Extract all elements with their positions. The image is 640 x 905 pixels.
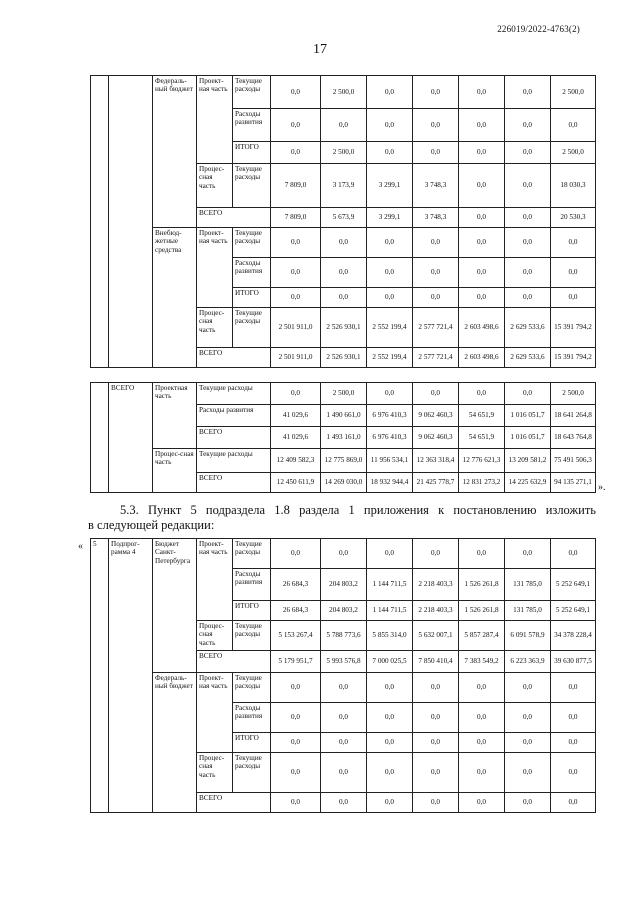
table-cell: 12 363 318,4 — [413, 449, 459, 473]
table-cell — [91, 383, 109, 493]
table-cell: 0,0 — [551, 733, 596, 753]
table-cell: 0,0 — [271, 733, 321, 753]
table-cell: 2 603 498,6 — [459, 308, 505, 348]
table-cell: 0,0 — [505, 288, 551, 308]
table-cell: 0,0 — [459, 288, 505, 308]
table-cell: 0,0 — [271, 109, 321, 142]
vsego-upper-label: ВСЕГО — [109, 383, 153, 493]
subprogram-label: Подпрог-рамма 4 — [109, 539, 153, 813]
table-cell: 0,0 — [367, 539, 413, 569]
table-cell: 5 179 951,7 — [271, 651, 321, 673]
table-cell: 0,0 — [367, 793, 413, 813]
current-expenses-label: Текущие расходы — [233, 753, 271, 793]
table-cell: 0,0 — [459, 733, 505, 753]
table-cell: 0,0 — [505, 383, 551, 405]
table-cell: 0,0 — [459, 258, 505, 288]
table-cell: 0,0 — [271, 258, 321, 288]
table-cell: 2 501 911,0 — [271, 308, 321, 348]
current-expenses-label: Текущие расходы — [233, 228, 271, 258]
table-row — [91, 76, 596, 109]
table-cell: 14 225 632,9 — [505, 473, 551, 493]
table-cell: 0,0 — [459, 76, 505, 109]
table-cell — [91, 76, 109, 368]
table-cell: 0,0 — [413, 733, 459, 753]
table-cell: 26 684,3 — [271, 601, 321, 621]
budget-table-continued — [90, 75, 596, 368]
table-cell: 54 651,9 — [459, 427, 505, 449]
table-cell: 1 526 261,8 — [459, 569, 505, 601]
vsego-label: ВСЕГО — [197, 473, 271, 493]
table-cell: 5 857 287,4 — [459, 621, 505, 651]
document-number: 226019/2022-4763(2) — [497, 24, 580, 34]
table-cell: 18 641 264,8 — [551, 405, 596, 427]
table-cell: 0,0 — [413, 109, 459, 142]
table-cell: 5 855 314,0 — [367, 621, 413, 651]
table-cell: 39 630 877,5 — [551, 651, 596, 673]
table-cell: 6 976 410,3 — [367, 405, 413, 427]
table-row — [91, 673, 596, 703]
table-cell: 0,0 — [459, 228, 505, 258]
table-cell: 6 091 578,9 — [505, 621, 551, 651]
table-cell: 0,0 — [271, 142, 321, 164]
closing-quote: ». — [598, 482, 606, 493]
table-cell: 0,0 — [271, 288, 321, 308]
table-cell: 34 378 228,4 — [551, 621, 596, 651]
table-cell: 0,0 — [413, 76, 459, 109]
fed-budget-label: Федераль-ный бюджет — [153, 76, 197, 228]
project-part-full-label: Проектная часть — [153, 383, 197, 449]
table-cell: 0,0 — [459, 164, 505, 208]
subprogram4-table — [90, 538, 596, 813]
table-cell: 2 552 199,4 — [367, 348, 413, 368]
table-cell: 0,0 — [367, 142, 413, 164]
table-cell: 5 673,9 — [321, 208, 367, 228]
budget-table-total — [90, 382, 596, 493]
project-part-label: Проект-ная часть — [197, 673, 233, 753]
table-cell: 0,0 — [505, 673, 551, 703]
extra-budget-label: Внебюд-жетные средства — [153, 228, 197, 368]
table-cell: 75 491 506,3 — [551, 449, 596, 473]
process-part-full-label: Процес-сная часть — [153, 449, 197, 493]
table-cell: 0,0 — [551, 109, 596, 142]
table-cell: 0,0 — [321, 753, 367, 793]
table-cell: 0,0 — [367, 733, 413, 753]
table-cell: 1 526 261,8 — [459, 601, 505, 621]
table-cell: 21 425 778,7 — [413, 473, 459, 493]
table-cell: 0,0 — [367, 228, 413, 258]
table-cell: 15 391 794,2 — [551, 348, 596, 368]
table-cell: 1 144 711,5 — [367, 601, 413, 621]
dev-expenses-label: Расходы развития — [197, 405, 271, 427]
table-cell: 0,0 — [551, 793, 596, 813]
table-cell: 0,0 — [413, 142, 459, 164]
table-cell: 0,0 — [271, 793, 321, 813]
table-cell: 41 029,6 — [271, 427, 321, 449]
table-cell: 0,0 — [505, 793, 551, 813]
table-cell: 0,0 — [367, 673, 413, 703]
table-cell: 0,0 — [551, 288, 596, 308]
table-cell: 0,0 — [321, 793, 367, 813]
table-row — [91, 228, 596, 258]
table-cell: 0,0 — [413, 288, 459, 308]
table-cell: 0,0 — [459, 753, 505, 793]
dev-expenses-label: Расходы развития — [233, 258, 271, 288]
table-cell: 2 218 403,3 — [413, 601, 459, 621]
table-cell: 54 651,9 — [459, 405, 505, 427]
table-cell: 94 135 271,1 — [551, 473, 596, 493]
table-cell: 18 932 944,4 — [367, 473, 413, 493]
table1-body — [91, 76, 596, 368]
table-cell: 3 748,3 — [413, 164, 459, 208]
table-cell: 0,0 — [505, 208, 551, 228]
table-cell: 12 831 273,2 — [459, 473, 505, 493]
table-cell: 0,0 — [505, 228, 551, 258]
table-cell: 0,0 — [505, 539, 551, 569]
table-cell: 0,0 — [321, 539, 367, 569]
table-cell: 0,0 — [321, 258, 367, 288]
table-cell: 0,0 — [505, 258, 551, 288]
table-cell: 0,0 — [271, 673, 321, 703]
itogo-label: ИТОГО — [233, 142, 271, 164]
vsego-label: ВСЕГО — [197, 348, 271, 368]
table-cell: 7 809,0 — [271, 208, 321, 228]
table-cell: 14 269 030,0 — [321, 473, 367, 493]
vsego-label: ВСЕГО — [197, 208, 271, 228]
table-cell: 0,0 — [551, 703, 596, 733]
table-cell: 3 173,9 — [321, 164, 367, 208]
table-cell: 2 500,0 — [321, 383, 367, 405]
project-part-label: Проект-ная часть — [197, 539, 233, 621]
table-cell: 2 501 911,0 — [271, 348, 321, 368]
table-cell: 0,0 — [459, 793, 505, 813]
table-cell: 2 552 199,4 — [367, 308, 413, 348]
table2-body — [91, 539, 596, 813]
table-cell: 2 603 498,6 — [459, 348, 505, 368]
project-part-label: Проект-ная часть — [197, 76, 233, 164]
current-expenses-label: Текущие расходы — [233, 164, 271, 208]
table-cell: 131 785,0 — [505, 569, 551, 601]
vsego-label: ВСЕГО — [197, 793, 271, 813]
table-cell: 2 500,0 — [321, 76, 367, 109]
process-part-label: Процес-сная часть — [197, 164, 233, 208]
page-number: 17 — [313, 42, 327, 57]
row-number: 5 — [91, 539, 109, 813]
table-cell: 2 526 930,1 — [321, 348, 367, 368]
dev-expenses-label: Расходы развития — [233, 569, 271, 601]
table-cell: 1 016 051,7 — [505, 427, 551, 449]
table-cell: 5 788 773,6 — [321, 621, 367, 651]
current-expenses-label: Текущие расходы — [233, 308, 271, 348]
spb-budget-label: Бюджет Санкт-Петербурга — [153, 539, 197, 673]
table-cell: 7 000 025,5 — [367, 651, 413, 673]
table-cell: 1 016 051,7 — [505, 405, 551, 427]
table-cell: 0,0 — [321, 228, 367, 258]
table-cell: 0,0 — [505, 753, 551, 793]
table-cell: 6 223 363,9 — [505, 651, 551, 673]
table-cell: 0,0 — [271, 539, 321, 569]
dev-expenses-label: Расходы развития — [233, 703, 271, 733]
table-cell: 15 391 794,2 — [551, 308, 596, 348]
table-cell: 0,0 — [413, 258, 459, 288]
process-part-label: Процес-сная часть — [197, 308, 233, 348]
table-cell: 0,0 — [505, 109, 551, 142]
project-part-label: Проект-ная часть — [197, 228, 233, 308]
table-cell: 5 632 007,1 — [413, 621, 459, 651]
dev-expenses-label: Расходы развития — [233, 109, 271, 142]
table-cell: 18 030,3 — [551, 164, 596, 208]
vsego-label: ВСЕГО — [197, 651, 271, 673]
table-cell: 0,0 — [321, 703, 367, 733]
table-cell: 204 803,2 — [321, 569, 367, 601]
table-cell: 0,0 — [367, 753, 413, 793]
itogo-label: ИТОГО — [233, 601, 271, 621]
table-cell: 0,0 — [271, 753, 321, 793]
table-cell: 0,0 — [413, 228, 459, 258]
table-cell: 7 850 410,4 — [413, 651, 459, 673]
table-cell: 5 153 267,4 — [271, 621, 321, 651]
table-cell: 0,0 — [321, 733, 367, 753]
table-cell: 0,0 — [367, 258, 413, 288]
table-cell: 204 803,2 — [321, 601, 367, 621]
table-cell: 2 629 533,6 — [505, 348, 551, 368]
table-cell: 2 526 930,1 — [321, 308, 367, 348]
table-cell: 0,0 — [367, 703, 413, 733]
table-cell: 0,0 — [551, 673, 596, 703]
table-cell: 18 643 764,8 — [551, 427, 596, 449]
table-cell: 0,0 — [551, 539, 596, 569]
table-cell: 0,0 — [271, 228, 321, 258]
opening-quote: « — [78, 541, 83, 552]
table-cell: 0,0 — [459, 673, 505, 703]
table-cell: 12 409 582,3 — [271, 449, 321, 473]
table-row — [91, 383, 596, 405]
current-expenses-label: Текущие расходы — [233, 539, 271, 569]
table-cell: 3 299,1 — [367, 164, 413, 208]
amendment-paragraph: 5.3. Пункт 5 подраздела 1.8 раздела 1 приложения к постановлению изложить — [120, 503, 596, 517]
table-cell: 2 629 533,6 — [505, 308, 551, 348]
table-cell: 0,0 — [413, 539, 459, 569]
table-row — [91, 449, 596, 473]
table-cell: 3 748,3 — [413, 208, 459, 228]
table-cell: 0,0 — [367, 288, 413, 308]
current-expenses-label: Текущие расходы — [197, 449, 271, 473]
table-cell: 3 299,1 — [367, 208, 413, 228]
table-cell: 0,0 — [321, 288, 367, 308]
table-cell: 2 218 403,3 — [413, 569, 459, 601]
table-cell: 0,0 — [413, 383, 459, 405]
table-cell: 12 776 621,3 — [459, 449, 505, 473]
current-expenses-label: Текущие расходы — [233, 621, 271, 651]
table-cell: 26 684,3 — [271, 569, 321, 601]
table-cell: 0,0 — [505, 703, 551, 733]
table-cell: 9 062 460,3 — [413, 405, 459, 427]
table-cell: 2 500,0 — [551, 142, 596, 164]
table-cell: 5 993 576,8 — [321, 651, 367, 673]
table-cell: 0,0 — [321, 673, 367, 703]
itogo-label: ИТОГО — [233, 733, 271, 753]
table-cell: 0,0 — [367, 383, 413, 405]
table-cell: 0,0 — [413, 703, 459, 733]
table-cell: 0,0 — [413, 793, 459, 813]
table-cell: 13 209 581,2 — [505, 449, 551, 473]
table-cell: 11 956 534,1 — [367, 449, 413, 473]
table-cell: 131 785,0 — [505, 601, 551, 621]
current-expenses-label: Текущие расходы — [233, 673, 271, 703]
table-cell: 0,0 — [459, 208, 505, 228]
table-cell: 0,0 — [551, 258, 596, 288]
table-cell: 0,0 — [271, 76, 321, 109]
table-cell: 0,0 — [459, 109, 505, 142]
table-cell: 0,0 — [321, 109, 367, 142]
table-cell: 20 530,3 — [551, 208, 596, 228]
itogo-label: ИТОГО — [233, 288, 271, 308]
table-row — [91, 539, 596, 569]
table-cell: 0,0 — [551, 228, 596, 258]
table-cell: 12 450 611,9 — [271, 473, 321, 493]
table-cell: 41 029,6 — [271, 405, 321, 427]
table-cell: 2 577 721,4 — [413, 308, 459, 348]
table-cell: 1 493 161,0 — [321, 427, 367, 449]
process-part-label: Процес-сная часть — [197, 621, 233, 651]
table-cell: 2 500,0 — [551, 76, 596, 109]
table-cell: 1 490 661,0 — [321, 405, 367, 427]
table-cell: 0,0 — [413, 673, 459, 703]
table-cell: 0,0 — [271, 703, 321, 733]
table-cell: 2 500,0 — [551, 383, 596, 405]
table-cell: 6 976 410,3 — [367, 427, 413, 449]
table-cell: 12 775 869,0 — [321, 449, 367, 473]
table-cell: 1 144 711,5 — [367, 569, 413, 601]
table-cell: 9 062 460,3 — [413, 427, 459, 449]
current-expenses-label: Текущие расходы — [233, 76, 271, 109]
table-cell: 0,0 — [505, 142, 551, 164]
table-cell: 0,0 — [551, 753, 596, 793]
table-cell: 2 500,0 — [321, 142, 367, 164]
table-cell: 0,0 — [367, 76, 413, 109]
fed-budget-label: Федераль-ный бюджет — [153, 673, 197, 813]
vsego-label: ВСЕГО — [197, 427, 271, 449]
table-cell: 2 577 721,4 — [413, 348, 459, 368]
table1b-body — [91, 383, 596, 493]
table-cell: 7 383 549,2 — [459, 651, 505, 673]
table-cell: 0,0 — [505, 733, 551, 753]
amendment-paragraph-end: в следующей редакции: — [88, 518, 215, 532]
table-cell — [109, 76, 153, 368]
table-cell: 0,0 — [413, 753, 459, 793]
process-part-label: Процес-сная часть — [197, 753, 233, 793]
table-cell: 0,0 — [459, 142, 505, 164]
table-cell: 0,0 — [505, 76, 551, 109]
table-cell: 5 252 649,1 — [551, 601, 596, 621]
table-cell: 0,0 — [459, 383, 505, 405]
table-cell: 5 252 649,1 — [551, 569, 596, 601]
table-cell: 0,0 — [459, 703, 505, 733]
table-cell: 0,0 — [505, 164, 551, 208]
table-cell: 0,0 — [367, 109, 413, 142]
table-cell: 7 809,0 — [271, 164, 321, 208]
table-cell: 0,0 — [271, 383, 321, 405]
current-expenses-label: Текущие расходы — [197, 383, 271, 405]
table-cell: 0,0 — [459, 539, 505, 569]
